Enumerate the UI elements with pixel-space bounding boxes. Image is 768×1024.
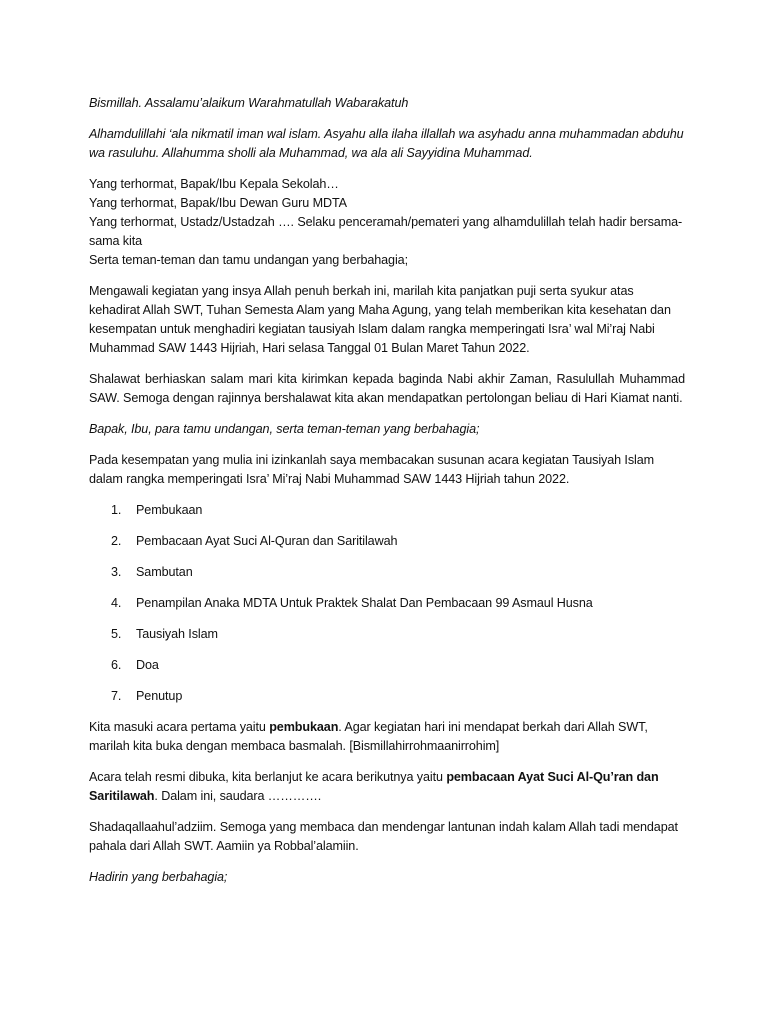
list-number: 2.	[111, 534, 122, 548]
address-paragraph: Bapak, Ibu, para tamu undangan, serta teman-teman yang berbahagia;	[89, 422, 480, 436]
list-number: 4.	[111, 596, 122, 610]
first-event-paragraph	[89, 718, 685, 756]
list-number: 6.	[111, 658, 122, 672]
agenda-list	[89, 501, 685, 706]
list-number: 7.	[111, 689, 122, 703]
shalawat-paragraph: Shalawat berhiaskan salam mari kita kirimkan kepada baginda Nabi akhir Zaman, Rasulullah Muhammad SAW. Semoga dengan rajinnya bershalawat kita akan mendapatkan pertolongan beliau di Hari Kiamat nanti.	[89, 372, 685, 405]
second-event-post: . Dalam ini, saudara ………….	[154, 789, 322, 803]
list-label: Pembukaan	[136, 503, 203, 517]
document-page	[89, 94, 685, 899]
respect-line: Yang terhormat, Bapak/Ibu Dewan Guru MDTA	[89, 196, 347, 210]
list-item	[89, 563, 685, 582]
list-number: 1.	[111, 503, 122, 517]
list-label: Pembacaan Ayat Suci Al-Quran dan Saritilawah	[136, 534, 398, 548]
second-event-paragraph	[89, 768, 685, 806]
respect-line: Serta teman-teman dan tamu undangan yang berbahagia;	[89, 253, 408, 267]
closing-paragraph: Shadaqallaahul’adziim. Semoga yang membaca dan mendengar lantunan indah kalam Allah tadi mendapat pahala dari Allah SWT. Aamiin ya Robbal’alamiin.	[89, 820, 678, 853]
first-event-pre: Kita masuki acara pertama yaitu	[89, 720, 270, 734]
agenda-intro-paragraph: Pada kesempatan yang mulia ini izinkanlah saya membacakan susunan acara kegiatan Tausiyah Islam dalam rangka memperingati Isra’ Mi’raj Nabi Muhammad SAW 1443 Hijriah tahun 2022.	[89, 453, 655, 486]
praise-text: Alhamdulillahi ‘ala nikmatil iman wal islam. Asyahu alla ilaha illallah wa asyhadu anna muhammadan abduhu wa rasuluhu. Allahumma sholli ala Muhammad, wa ala ali Sayyidina Muhammad.	[89, 127, 684, 160]
list-item	[89, 594, 685, 613]
second-event-bold: pembacaan Ayat Suci Al-Qu’ran dan Saritilawah	[89, 770, 659, 803]
address-paragraph-2: Hadirin yang berbahagia;	[89, 870, 228, 884]
first-event-post: . Agar kegiatan hari ini mendapat berkah dari Allah SWT, marilah kita buka dengan membaca basmalah. [Bismillahirrohmaanirrohim]	[89, 720, 648, 753]
list-label: Penutup	[136, 689, 183, 703]
respect-line: Yang terhormat, Ustadz/Ustadzah …. Selaku penceramah/pemateri yang alhamdulillah telah hadir bersama-sama kita	[89, 215, 683, 248]
respect-line: Yang terhormat, Bapak/Ibu Kepala Sekolah…	[89, 177, 339, 191]
list-item	[89, 532, 685, 551]
list-number: 5.	[111, 627, 122, 641]
list-label: Tausiyah Islam	[136, 627, 218, 641]
list-item	[89, 656, 685, 675]
list-item	[89, 687, 685, 706]
respects-block	[89, 175, 685, 270]
intro-paragraph: Mengawali kegiatan yang insya Allah penuh berkah ini, marilah kita panjatkan puji serta syukur atas kehadirat Allah SWT, Tuhan Semesta Alam yang Maha Agung, yang telah memberikan kita kesehatan dan kesempatan untuk menghadiri kegiatan tausiyah Islam dalam rangka memperingati Isra’ wal Mi’raj Nabi Muhammad SAW 1443 Hijriah, Hari selasa Tanggal 01 Bulan Maret Tahun 2022.	[89, 284, 671, 355]
list-label: Penampilan Anaka MDTA Untuk Praktek Shalat Dan Pembacaan 99 Asmaul Husna	[136, 596, 593, 610]
greeting-text: Bismillah. Assalamu’alaikum Warahmatullah Wabarakatuh	[89, 96, 409, 110]
first-event-bold: pembukaan	[269, 720, 339, 734]
list-item	[89, 625, 685, 644]
list-label: Sambutan	[136, 565, 193, 579]
second-event-pre: Acara telah resmi dibuka, kita berlanjut ke acara berikutnya yaitu	[89, 770, 447, 784]
list-item	[89, 501, 685, 520]
list-label: Doa	[136, 658, 159, 672]
list-number: 3.	[111, 565, 122, 579]
